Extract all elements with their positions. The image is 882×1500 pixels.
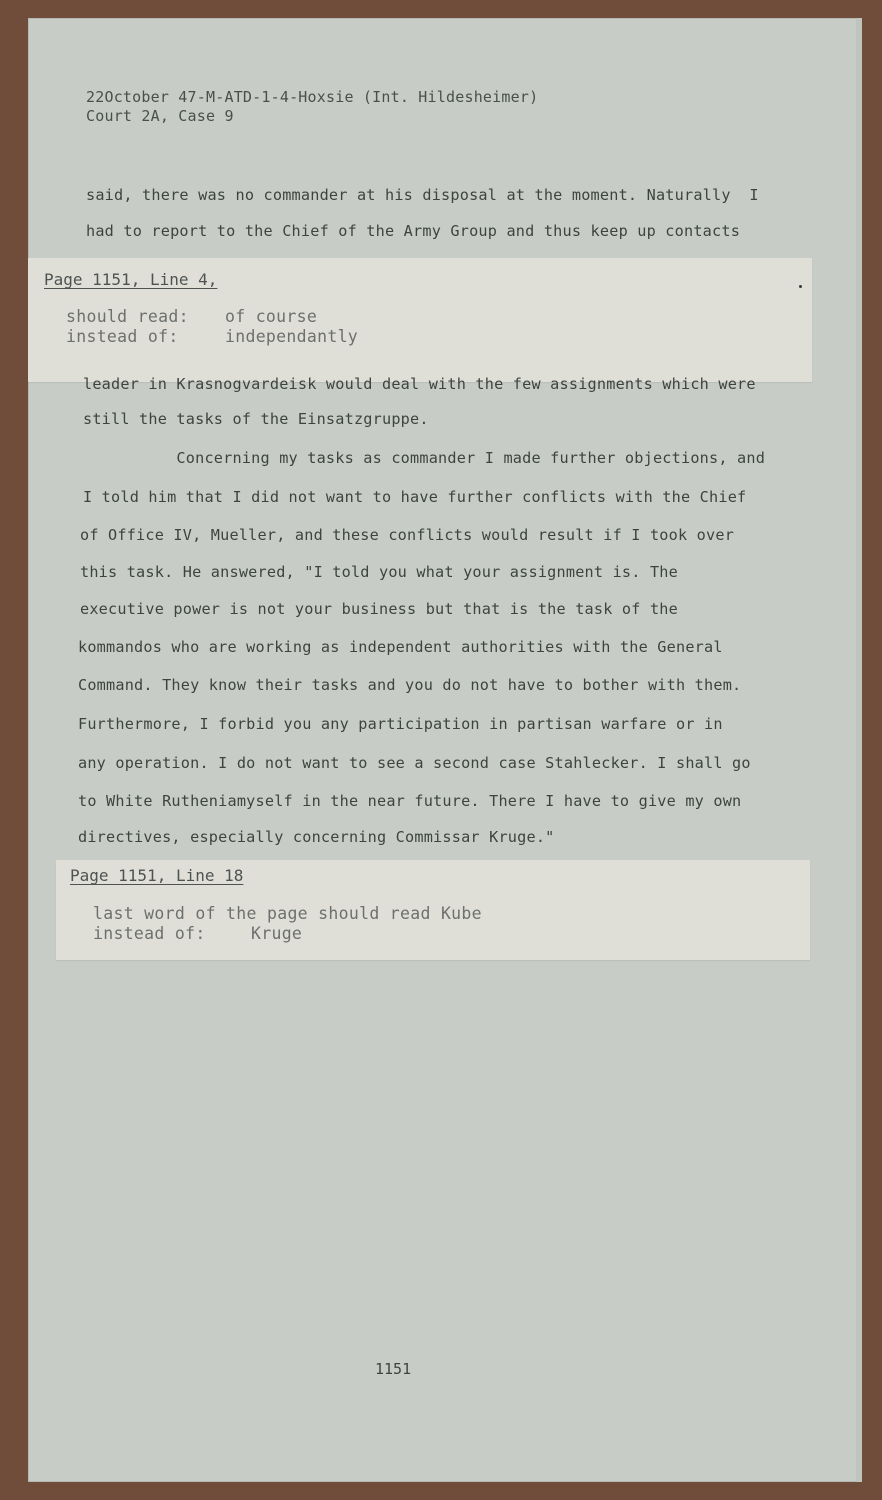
document-header-line-1: 22October 47-M-ATD-1-4-Hoxsie (Int. Hildesheimer) (86, 88, 539, 106)
body-line: any operation. I do not want to see a second case Stahlecker. I shall go (78, 754, 751, 772)
correction-label: instead of: (93, 924, 206, 943)
body-line: executive power is not your business but that is the task of the (80, 600, 678, 618)
correction-slip-1 (28, 258, 812, 382)
ink-dot (799, 285, 802, 288)
body-line: Furthermore, I forbid you any participation in partisan warfare or in (78, 715, 723, 733)
correction-value: Kruge (251, 924, 303, 943)
correction-value: of course (225, 307, 318, 326)
body-line: this task. He answered, "I told you what your assignment is. The (80, 563, 678, 581)
body-line: Concerning my tasks as commander I made further objections, and (83, 449, 766, 467)
page-edge (856, 18, 862, 1482)
body-line: I told him that I did not want to have further conflicts with the Chief (83, 488, 747, 506)
body-line: leader in Krasnogvardeisk would deal with the few assignments which were (83, 375, 756, 393)
body-line: kommandos who are working as independent authorities with the General (78, 638, 723, 656)
correction-heading: Page 1151, Line 18 (70, 866, 244, 885)
correction-heading: Page 1151, Line 4, (44, 270, 218, 289)
correction-slip-2 (56, 860, 810, 960)
body-line: had to report to the Chief of the Army Group and thus keep up contacts (86, 222, 741, 240)
body-line: directives, especially concerning Commissar Kruge." (78, 828, 555, 846)
body-line: said, there was no commander at his disposal at the moment. Naturally I (86, 186, 759, 204)
document-page (28, 18, 862, 1482)
correction-label: should read: (66, 307, 189, 326)
correction-text: last word of the page should read Kube (93, 904, 482, 923)
body-line: to White Rutheniamyself in the near future. There I have to give my own (78, 792, 742, 810)
document-header-line-2: Court 2A, Case 9 (86, 107, 234, 125)
body-line: still the tasks of the Einsatzgruppe. (83, 410, 429, 428)
page-number: 1151 (375, 1360, 412, 1378)
correction-value: independantly (225, 327, 359, 346)
body-line: of Office IV, Mueller, and these conflicts would result if I took over (80, 526, 735, 544)
correction-label: instead of: (66, 327, 179, 346)
body-line: Command. They know their tasks and you do not have to bother with them. (78, 676, 742, 694)
